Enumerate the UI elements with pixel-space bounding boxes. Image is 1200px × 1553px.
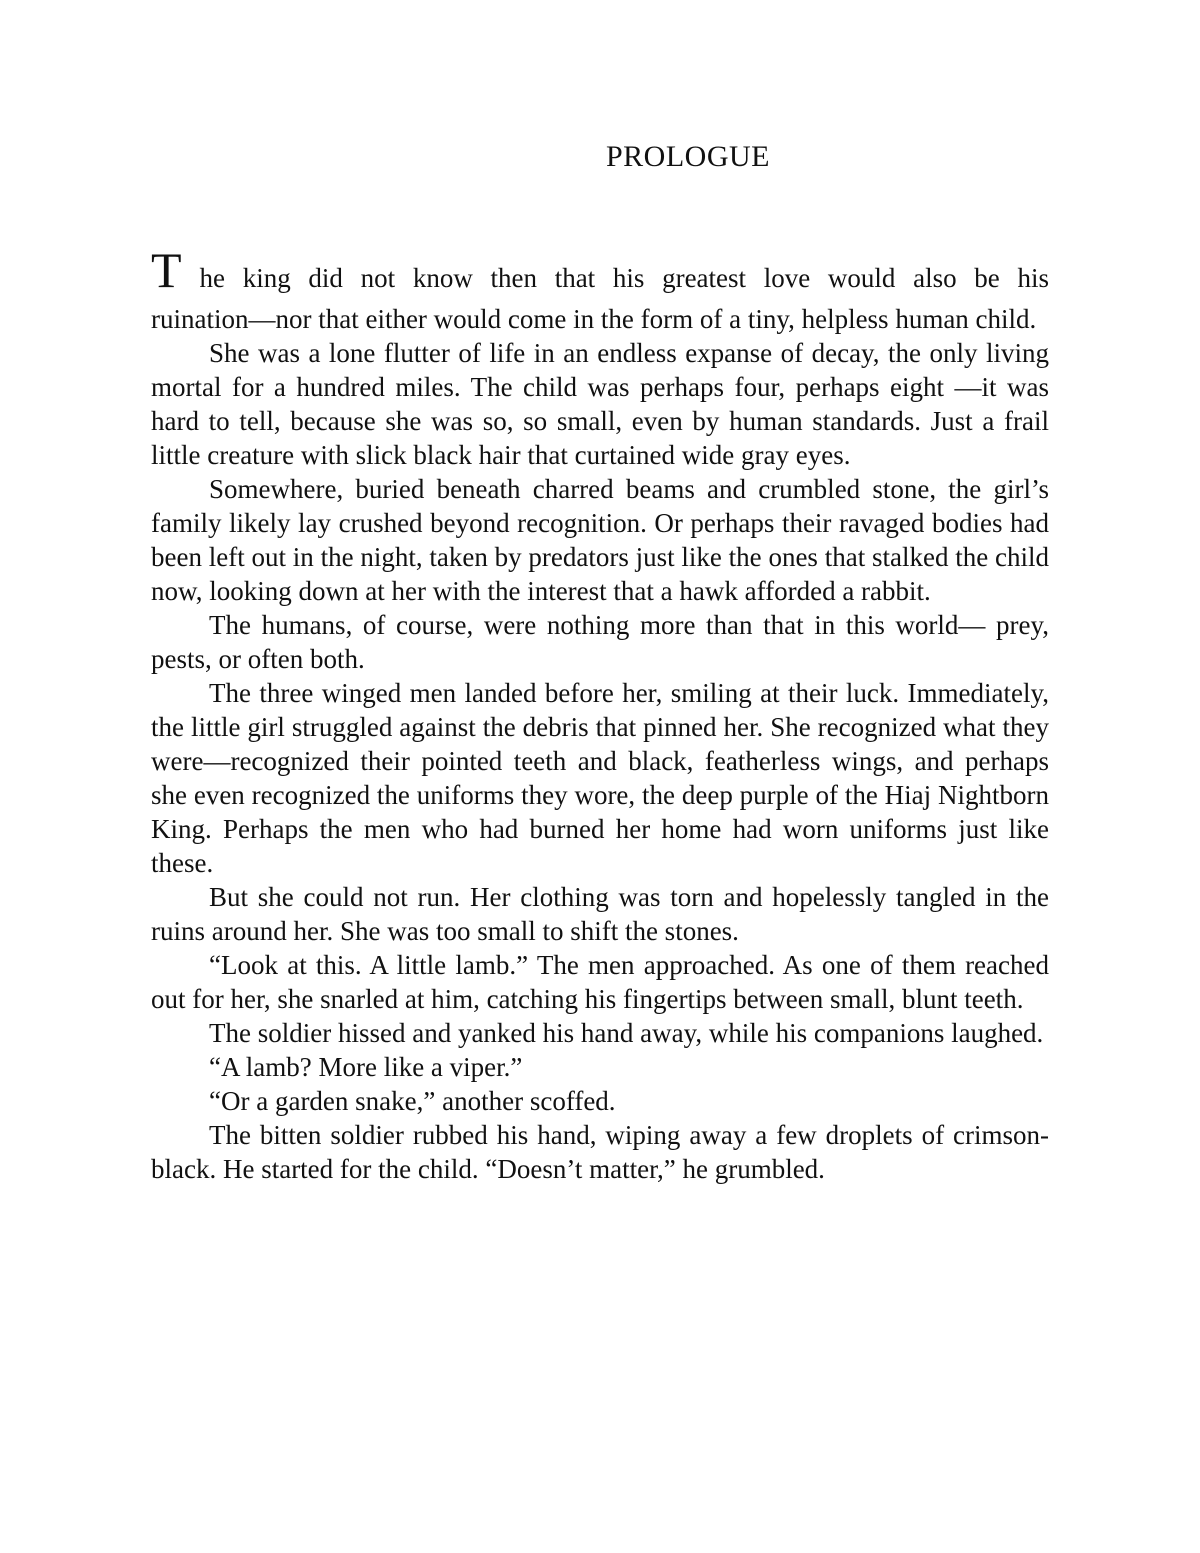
chapter-title: PROLOGUE — [605, 140, 770, 173]
paragraph: “A lamb? More like a viper.” — [209, 1052, 523, 1082]
opening-first-line — [151, 242, 1049, 298]
opening-rest: ruination—nor that either would come in the form of a tiny, helpless human child. — [151, 304, 1037, 334]
paragraph: But she could not run. Her clothing was torn and hopelessly tangled in the ruins around her. She was too small to shift the stones. — [151, 882, 1049, 946]
paragraph: The humans, of course, were nothing more than that in this world— prey, pests, or often both. — [151, 610, 1049, 674]
paragraph: Somewhere, buried beneath charred beams and crumbled stone, the girl’s family likely lay crushed beyond recognition. Or perhaps their ravaged bodies had been left out in the night, taken by predators just like the ones that stalked the child now, looking down at her with the interest that a hawk afforded a rabbit. — [151, 474, 1049, 606]
paragraph: “Or a garden snake,” another scoffed. — [209, 1086, 616, 1116]
paragraph: The soldier hissed and yanked his hand away, while his companions laughed. — [209, 1018, 1044, 1048]
body-text — [151, 242, 1049, 1186]
paragraph: She was a lone flutter of life in an endless expanse of decay, the only living mortal for a hundred miles. The child was perhaps four, perhaps eight —it was hard to tell, because she was so, so small, even by human standards. Just a frail little creature with slick black hair that curtained wide gray eyes. — [151, 338, 1049, 470]
opening-paragraph — [151, 242, 1049, 336]
drop-cap: T — [151, 242, 182, 298]
paragraph: The bitten soldier rubbed his hand, wiping away a few droplets of crimson-black. He started for the child. “Doesn’t matter,” he grumbled. — [151, 1120, 1049, 1184]
opening-first-line-text: he king did not know then that his greatest love would also be his — [199, 263, 1049, 293]
paragraph: “Look at this. A little lamb.” The men approached. As one of them reached out for her, she snarled at him, catching his fingertips between small, blunt teeth. — [151, 950, 1049, 1014]
paragraph: The three winged men landed before her, smiling at their luck. Immediately, the little girl struggled against the debris that pinned her. She recognized what they were—recognized their pointed teeth and black, featherless wings, and perhaps she even recognized the uniforms they wore, the deep purple of the Hiaj Nightborn King. Perhaps the men who had burned her home had worn uniforms just like these. — [151, 678, 1049, 878]
